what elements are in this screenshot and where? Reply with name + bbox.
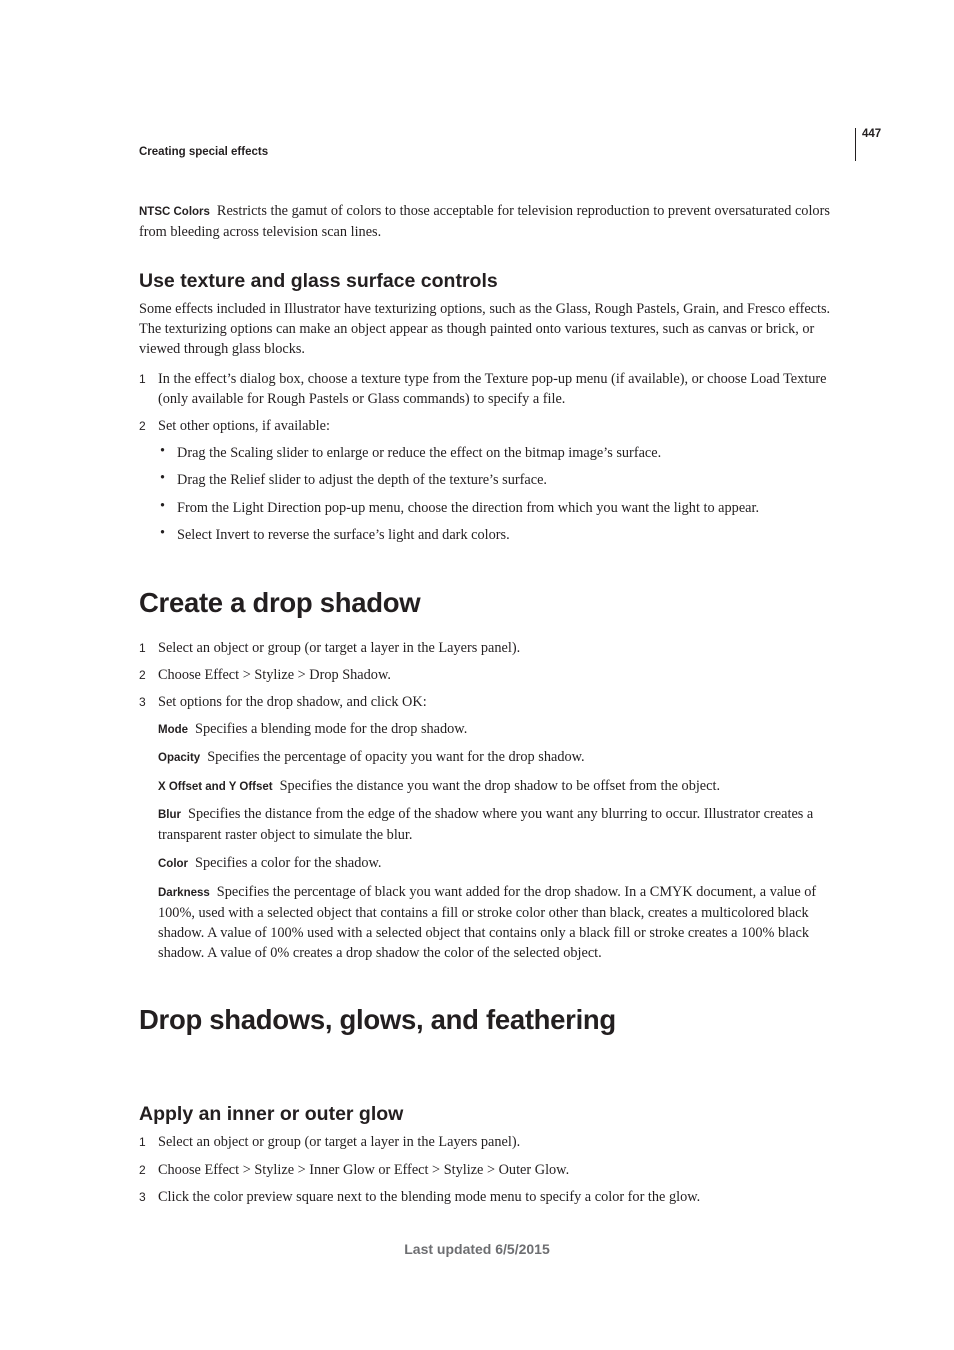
step-text: Choose Effect > Stylize > Drop Shadow.	[158, 667, 391, 683]
option-term: Color	[158, 858, 189, 870]
drop-shadow-heading: Create a drop shadow	[139, 587, 421, 618]
step-text: Choose Effect > Stylize > Inner Glow or Effect > Stylize > Outer Glow.	[158, 1162, 570, 1178]
last-updated-footer: Last updated 6/5/2015	[404, 1241, 550, 1257]
step-text: Set other options, if available:	[158, 418, 330, 434]
option-term: Darkness	[158, 887, 210, 899]
option-opacity	[158, 747, 853, 768]
step-number: 2	[139, 668, 146, 682]
ntsc-colors-text: Restricts the gamut of colors to those acceptable for television reproduction to prevent oversaturated colors from bleeding across television scan lines.	[139, 203, 830, 240]
option-term: X Offset and Y Offset	[158, 781, 273, 793]
bullet-item: Select Invert to reverse the surface’s light and dark colors.	[177, 527, 510, 543]
running-header: Creating special effects	[139, 146, 269, 158]
texture-section-heading: Use texture and glass surface controls	[139, 270, 498, 292]
header-divider	[855, 128, 856, 161]
option-color	[158, 853, 853, 874]
bullet-marker: •	[160, 470, 166, 486]
bullet-marker: •	[160, 498, 166, 514]
option-blur	[158, 804, 853, 845]
step-text: In the effect’s dialog box, choose a texture type from the Texture pop-up menu (if available), or choose Load Texture (only available for Rough Pastels or Glass commands) to specify a file.	[158, 371, 827, 407]
option-term: Blur	[158, 809, 181, 821]
option-term: Opacity	[158, 752, 201, 764]
page-number: 447	[862, 128, 882, 140]
bullet-item: Drag the Relief slider to adjust the depth of the texture’s surface.	[177, 472, 548, 488]
step-number: 3	[139, 695, 146, 709]
step-number: 1	[139, 641, 146, 655]
bullet-item: From the Light Direction pop-up menu, choose the direction from which you want the light to appear.	[177, 500, 760, 516]
bullet-item: Drag the Scaling slider to enlarge or reduce the effect on the bitmap image’s surface.	[177, 445, 662, 461]
step-text: Set options for the drop shadow, and click OK:	[158, 694, 427, 710]
option-text: Specifies the distance from the edge of the shadow where you want any blurring to occur. Illustrator creates a transparent raster object to simulate the blur.	[158, 806, 814, 843]
step-text: Select an object or group (or target a layer in the Layers panel).	[158, 1134, 521, 1150]
option-text: Specifies the distance you want the drop shadow to be offset from the object.	[279, 778, 721, 794]
option-darkness	[158, 882, 853, 963]
step-text: Select an object or group (or target a layer in the Layers panel).	[158, 640, 521, 656]
glows-section-heading: Drop shadows, glows, and feathering	[139, 1004, 616, 1035]
ntsc-colors-paragraph	[139, 201, 851, 242]
step-number: 1	[139, 372, 146, 386]
step-number: 3	[139, 1190, 146, 1204]
texture-section-intro: Some effects included in Illustrator have texturizing options, such as the Glass, Rough Pastels, Grain, and Fresco effects. The texturizing options can make an object appear as though painted onto various textures, such as canvas or brick, or viewed through glass blocks.	[139, 301, 831, 357]
step-number: 2	[139, 419, 146, 433]
ntsc-colors-term: NTSC Colors	[139, 206, 210, 218]
option-offset	[158, 776, 853, 797]
option-mode	[158, 719, 853, 740]
step-number: 2	[139, 1163, 146, 1177]
step-text: Click the color preview square next to the blending mode menu to specify a color for the glow.	[158, 1189, 701, 1205]
option-text: Specifies a color for the shadow.	[195, 855, 382, 871]
option-text: Specifies a blending mode for the drop shadow.	[195, 721, 468, 737]
step-number: 1	[139, 1135, 146, 1149]
bullet-marker: •	[160, 443, 166, 459]
bullet-marker: •	[160, 525, 166, 541]
option-text: Specifies the percentage of opacity you want for the drop shadow.	[207, 749, 585, 765]
option-text: Specifies the percentage of black you want added for the drop shadow. In a CMYK document, a value of 100%, used with a selected object that contains a fill or stroke color other than black, creates a multicolored black shadow. A value of 100% used with a selected object that contains only a black fill or stroke creates a 100% black shadow. A value of 0% creates a drop shadow the color of the selected object.	[158, 884, 817, 961]
glow-heading: Apply an inner or outer glow	[139, 1103, 404, 1125]
option-term: Mode	[158, 724, 189, 736]
